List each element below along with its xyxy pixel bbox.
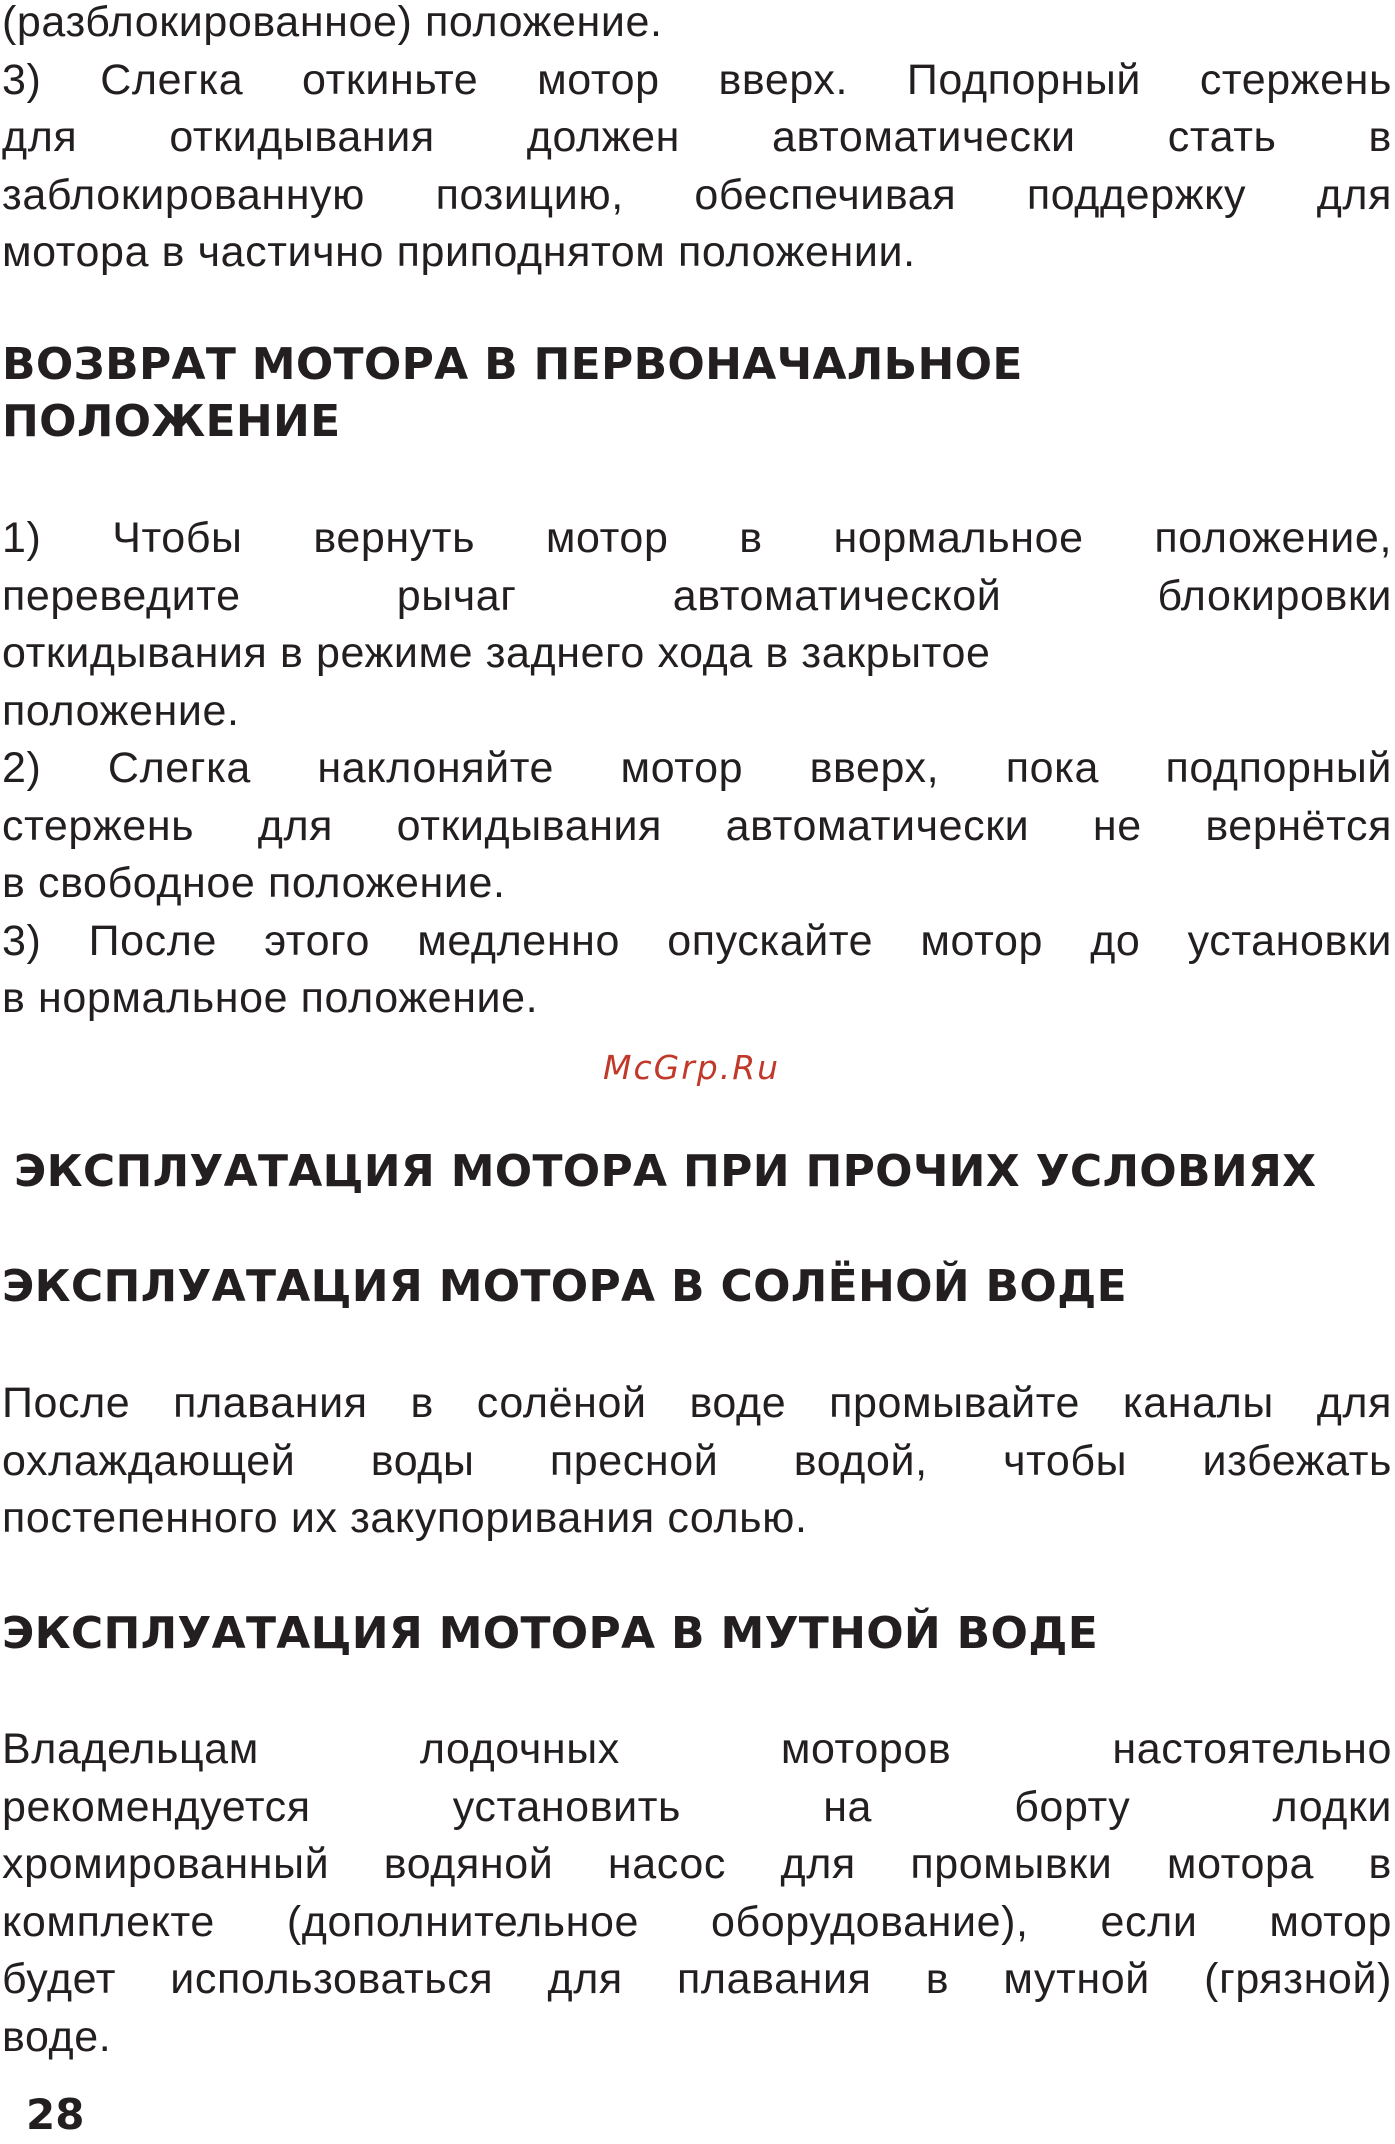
heading-line: ЭКСПЛУАТАЦИЯ МОТОРА В МУТНОЙ ВОДЕ [2, 1608, 1099, 1659]
text-line: воде. [2, 2012, 112, 2061]
text-line: (разблокированное) положение. [2, 0, 663, 46]
text-line: будет использоваться для плавания в мутной (грязной) [2, 1955, 1392, 2003]
section-heading-other-conditions [14, 1143, 1316, 1200]
watermark-text: McGrp.Ru [603, 1048, 781, 1087]
muddy-water-paragraph [2, 1721, 1392, 2066]
text-line: в нормальное положение. [2, 974, 539, 1022]
text-line: После плавания в солёной воде промывайте каналы для [2, 1379, 1392, 1427]
text-line: 3) Слегка откиньте мотор вверх. Подпорный стержень [2, 55, 1392, 104]
text-line: положение. [2, 686, 240, 735]
text-line: 1) Чтобы вернуть мотор в нормальное положение, [2, 514, 1392, 562]
heading-line: ВОЗВРАТ МОТОРА В ПЕРВОНАЧАЛЬНОЕ [2, 339, 1023, 390]
return-paragraph [2, 510, 1392, 1028]
text-line: хромированный водяной насос для промывки мотора в [2, 1840, 1392, 1888]
text-line: охлаждающей воды пресной водой, чтобы избежать [2, 1436, 1392, 1485]
heading-line: ПОЛОЖЕНИЕ [2, 396, 341, 447]
text-line: откидывания в режиме заднего хода в закрытое [2, 629, 991, 677]
text-line: стержень для откидывания автоматически не вернётся [2, 801, 1392, 850]
heading-line: ЭКСПЛУАТАЦИЯ МОТОРА ПРИ ПРОЧИХ УСЛОВИЯХ [14, 1146, 1317, 1197]
section-heading-muddy-water [2, 1605, 1392, 1662]
section-heading-salt-water [2, 1258, 1392, 1315]
section-heading-return [2, 336, 1392, 450]
text-line: Владельцам лодочных моторов настоятельно [2, 1725, 1392, 1773]
text-line: 3) После этого медленно опускайте мотор до установки [2, 916, 1392, 965]
text-line: в свободное положение. [2, 859, 506, 907]
intro-paragraph [2, 0, 1392, 282]
page-number: 28 [26, 2090, 85, 2139]
text-line: заблокированную позицию, обеспечивая поддержку для [2, 170, 1392, 219]
text-line: мотора в частично приподнятом положении. [2, 228, 916, 276]
text-line: рекомендуется установить на борту лодки [2, 1782, 1392, 1831]
text-line: переведите рычаг автоматической блокировки [2, 571, 1392, 620]
text-line: для откидывания должен автоматически стать в [2, 113, 1392, 161]
salt-water-paragraph [2, 1375, 1392, 1548]
text-line: постепенного их закупоривания солью. [2, 1494, 808, 1542]
text-line: комплекте (дополнительное оборудование), если мотор [2, 1897, 1392, 1946]
text-line: 2) Слегка наклоняйте мотор вверх, пока подпорный [2, 744, 1392, 792]
heading-line: ЭКСПЛУАТАЦИЯ МОТОРА В СОЛЁНОЙ ВОДЕ [2, 1261, 1127, 1312]
